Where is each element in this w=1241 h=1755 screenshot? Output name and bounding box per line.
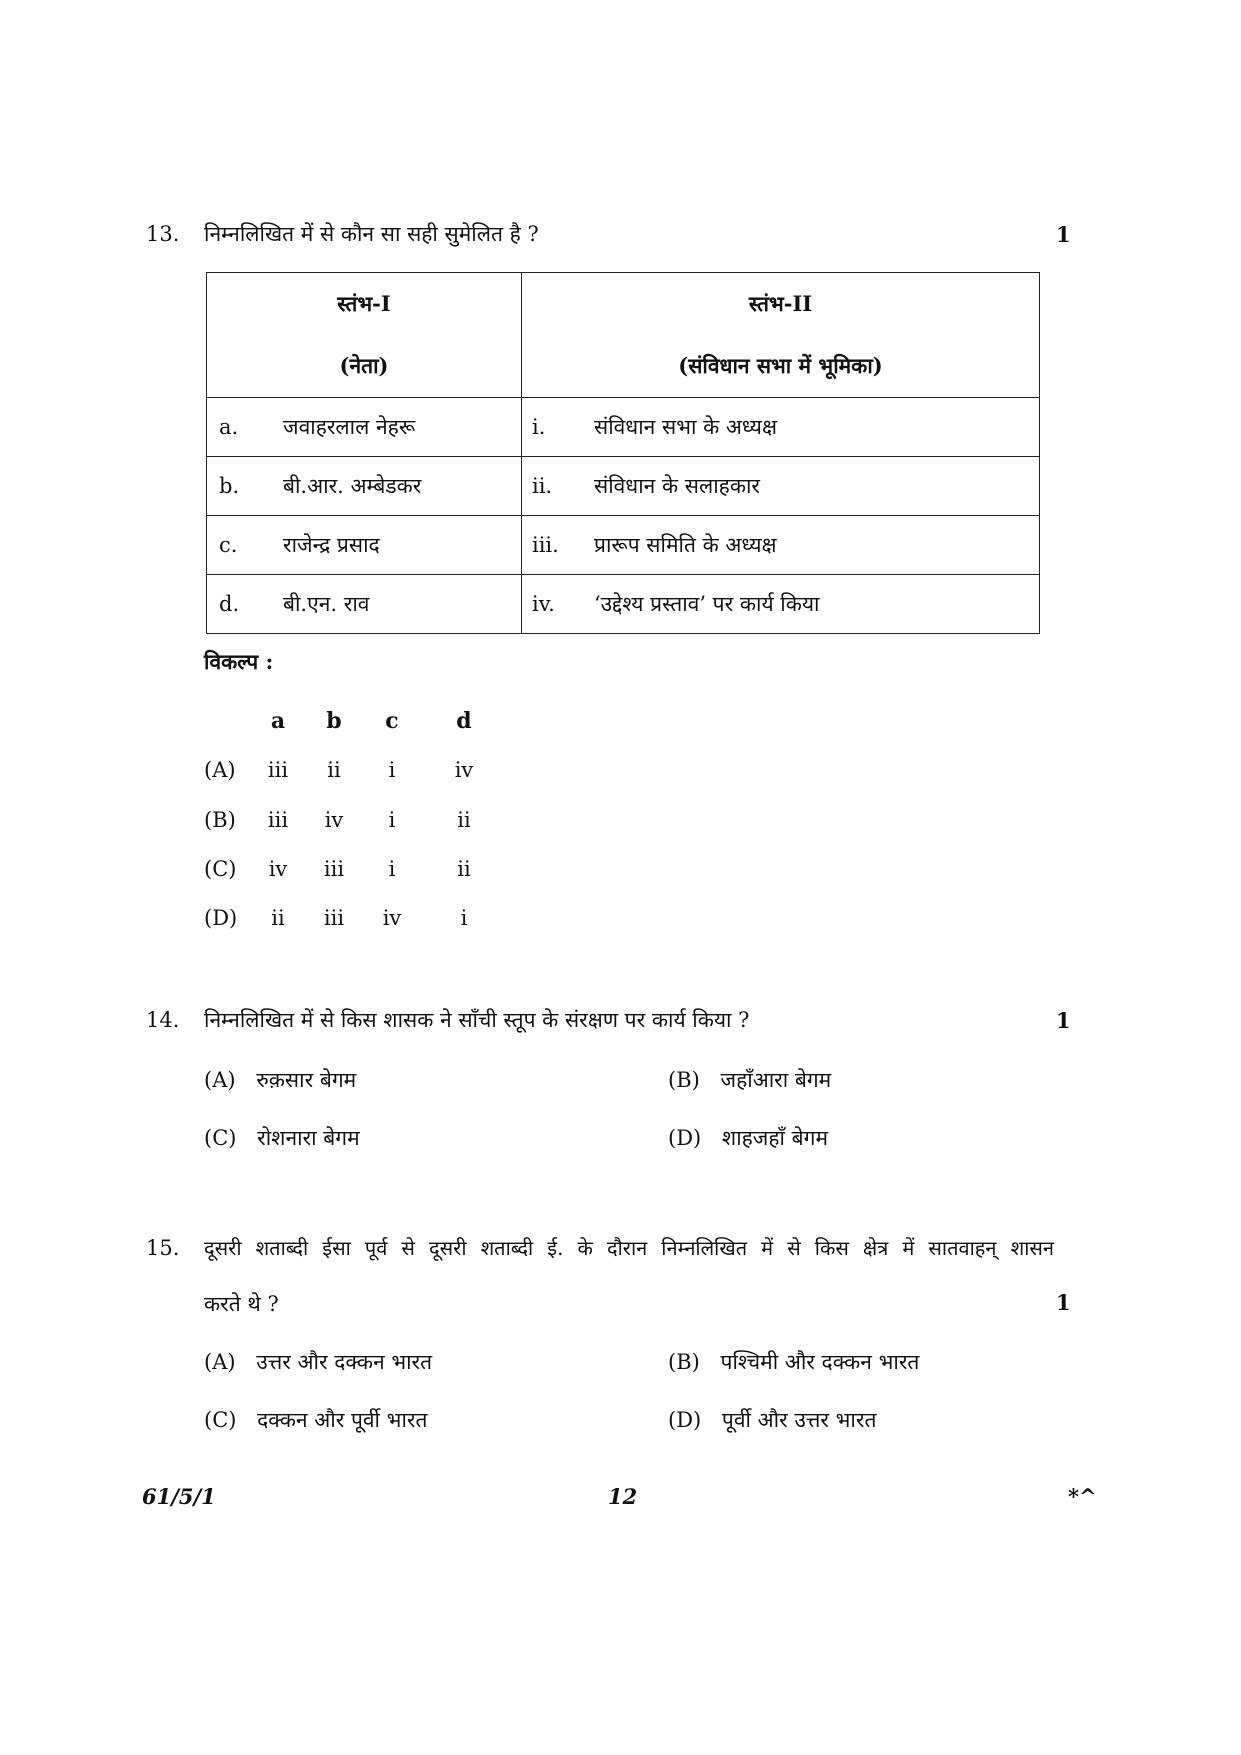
- q14-option-a[interactable]: [204, 1066, 356, 1094]
- table-header-row: [207, 273, 1040, 398]
- option-col-a: a: [270, 708, 286, 734]
- option-value: iii: [323, 906, 345, 930]
- q15-marks: 1: [1056, 1290, 1071, 1315]
- role-text: संविधान के सलाहकार: [594, 474, 760, 498]
- row-label: iv.: [532, 592, 555, 616]
- option-label: (A): [204, 1068, 236, 1092]
- option-value: ii: [271, 906, 285, 930]
- option-value: ii: [327, 758, 341, 782]
- option-label: (C): [204, 1408, 237, 1432]
- paper-code: 61/5/1: [142, 1484, 216, 1509]
- option-text: पूर्वी और उत्तर भारत: [721, 1408, 877, 1432]
- option-value: iii: [267, 808, 289, 832]
- column-2-title: स्तंभ-II: [748, 291, 813, 316]
- option-value: ii: [457, 808, 471, 832]
- option-label: (D): [668, 1126, 702, 1150]
- column-2-subtitle: (संविधान सभा में भूमिका): [678, 353, 883, 378]
- role-text: प्रारूप समिति के अध्यक्ष: [594, 533, 777, 557]
- q15-option-b[interactable]: [668, 1348, 919, 1376]
- option-label: (C): [204, 1126, 237, 1150]
- option-col-b: b: [326, 708, 342, 734]
- option-value: i: [460, 906, 468, 930]
- option-label: (A): [204, 1350, 236, 1374]
- column-1-header: [207, 273, 522, 398]
- column-1-subtitle: (नेता): [339, 353, 389, 378]
- table-row: [207, 575, 1040, 634]
- option-value: ii: [457, 857, 471, 881]
- option-a-label[interactable]: (A): [204, 758, 236, 782]
- leader-name: जवाहरलाल नेहरू: [283, 415, 416, 439]
- q14-marks: 1: [1056, 1008, 1071, 1033]
- option-col-c: c: [385, 708, 399, 734]
- column-1-title: स्तंभ-I: [337, 291, 391, 316]
- q13-marks: 1: [1056, 222, 1071, 247]
- option-text: दक्कन और पूर्वी भारत: [257, 1408, 428, 1432]
- option-value: iii: [323, 857, 345, 881]
- options-label: विकल्प :: [204, 649, 274, 674]
- option-text: उत्तर और दक्कन भारत: [256, 1350, 433, 1374]
- table-row: [207, 457, 1040, 516]
- role-text: संविधान सभा के अध्यक्ष: [594, 415, 778, 439]
- option-value: i: [388, 808, 396, 832]
- option-value: iv: [324, 808, 344, 832]
- footer-mark: *^: [1068, 1484, 1097, 1509]
- option-label: (D): [668, 1408, 702, 1432]
- option-value: iv: [268, 857, 288, 881]
- q15-text-line2: करते थे ?: [204, 1292, 279, 1316]
- option-text: जहाँआरा बेगम: [720, 1068, 832, 1092]
- leader-name: राजेन्द्र प्रसाद: [283, 533, 380, 557]
- q15-number: 15.: [146, 1236, 180, 1260]
- option-d-label[interactable]: (D): [204, 906, 238, 930]
- q14-number: 14.: [146, 1008, 180, 1032]
- option-text: पश्चिमी और दक्कन भारत: [720, 1350, 920, 1374]
- option-value: i: [388, 758, 396, 782]
- option-value: iii: [267, 758, 289, 782]
- option-text: रोशनारा बेगम: [257, 1126, 360, 1150]
- q13-number: 13.: [146, 222, 180, 246]
- column-2-header: [522, 273, 1040, 398]
- row-label: ii.: [532, 474, 553, 498]
- q14-option-c[interactable]: [204, 1124, 360, 1152]
- option-b-label[interactable]: (B): [204, 808, 236, 832]
- option-text: शाहजहाँ बेगम: [721, 1126, 829, 1150]
- option-label: (B): [668, 1350, 700, 1374]
- q15-option-c[interactable]: [204, 1406, 427, 1434]
- q14-option-d[interactable]: [668, 1124, 828, 1152]
- leader-name: बी.एन. राव: [283, 592, 370, 616]
- option-col-d: d: [456, 708, 472, 734]
- table-row: [207, 516, 1040, 575]
- role-text: ‘उद्देश्य प्रस्ताव’ पर कार्य किया: [594, 592, 820, 616]
- row-label: a.: [219, 415, 239, 439]
- option-value: iv: [454, 758, 474, 782]
- row-label: i.: [532, 415, 546, 439]
- q14-option-b[interactable]: [668, 1066, 831, 1094]
- q13-match-table: [206, 272, 1040, 634]
- row-label: b.: [219, 474, 240, 498]
- q15-text-line1: दूसरी शताब्दी ईसा पूर्व से दूसरी शताब्दी ई. के दौरान निम्नलिखित में से किस क्षेत्र में सातवाहन् शासन: [204, 1236, 1054, 1260]
- option-label: (B): [668, 1068, 700, 1092]
- row-label: d.: [219, 592, 240, 616]
- option-text: रुक़सार बेगम: [256, 1068, 357, 1092]
- q13-text: निम्नलिखित में से कौन सा सही सुमेलित है ?: [204, 222, 539, 246]
- table-row: [207, 398, 1040, 457]
- leader-name: बी.आर. अम्बेडकर: [283, 474, 422, 498]
- row-label: c.: [219, 533, 238, 557]
- row-label: iii.: [532, 533, 559, 557]
- q15-option-a[interactable]: [204, 1348, 432, 1376]
- q14-text: निम्नलिखित में से किस शासक ने साँची स्तूप के संरक्षण पर कार्य किया ?: [204, 1008, 750, 1032]
- option-value: i: [388, 857, 396, 881]
- option-c-label[interactable]: (C): [204, 857, 237, 881]
- option-value: iv: [382, 906, 402, 930]
- page-number: 12: [608, 1484, 638, 1509]
- q15-option-d[interactable]: [668, 1406, 876, 1434]
